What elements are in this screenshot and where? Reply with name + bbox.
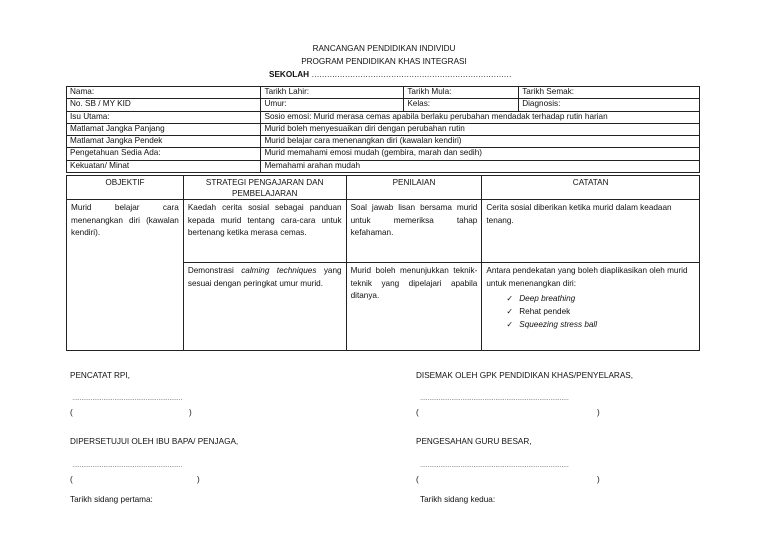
catatan-header: CATATAN bbox=[482, 176, 700, 200]
tarikh-mula-cell: Tarikh Mula: bbox=[404, 87, 519, 99]
signature-line: ……………………………………………………………………… bbox=[420, 463, 569, 469]
catatan-cell bbox=[482, 263, 700, 351]
close-paren: ) bbox=[597, 475, 600, 484]
strategi-text: Demonstrasi bbox=[187, 266, 234, 275]
signature-line: ……………………………………………………………………… bbox=[420, 396, 569, 402]
umur-cell: Umur: bbox=[261, 99, 404, 111]
pengesahan-label: PENGESAHAN GURU BESAR, bbox=[416, 437, 532, 446]
jangka-pendek-label: Matlamat Jangka Pendek bbox=[67, 136, 261, 148]
open-paren: ( bbox=[416, 475, 419, 484]
sekolah-line bbox=[269, 70, 511, 79]
close-paren: ) bbox=[197, 475, 200, 484]
jangka-pendek-value: Murid belajar cara menenangkan diri (kawalan kendiri) bbox=[261, 136, 700, 148]
tarikh-semak-cell: Tarikh Semak: bbox=[519, 87, 700, 99]
program-title: PROGRAM PENDIDIKAN KHAS INTEGRASI bbox=[301, 57, 467, 66]
kekuatan-label: Kekuatan/ Minat bbox=[67, 160, 261, 172]
sidang-kedua-label: Tarikh sidang kedua: bbox=[420, 495, 496, 504]
plan-header-row bbox=[67, 176, 700, 200]
penilaian-header: PENILAIAN bbox=[346, 176, 482, 200]
technique-list bbox=[506, 292, 695, 331]
info-row bbox=[67, 123, 700, 135]
tarikh-lahir-cell: Tarikh Lahir: bbox=[261, 87, 404, 99]
nama-cell: Nama: bbox=[67, 87, 261, 99]
document-title: RANCANGAN PENDIDIKAN INDIVIDU bbox=[312, 44, 456, 53]
strategi-cell: Kaedah cerita sosial sebagai panduan kepada murid tentang cara-cara untuk bertenang ketika merasa cemas. bbox=[183, 200, 346, 263]
sekolah-label: SEKOLAH bbox=[269, 70, 310, 79]
check-icon: ✓ bbox=[506, 320, 514, 329]
open-paren: ( bbox=[70, 475, 73, 484]
pengetahuan-label: Pengetahuan Sedia Ada: bbox=[67, 148, 261, 160]
close-paren: ) bbox=[597, 408, 600, 417]
check-icon: ✓ bbox=[506, 307, 514, 316]
list-item: ✓ Rehat pendek bbox=[506, 307, 571, 316]
no-sb-cell: No. SB / MY KID bbox=[67, 99, 261, 111]
penilaian-cell: Soal jawab lisan bersama murid untuk memeriksa tahap kefahaman. bbox=[346, 200, 482, 263]
strategi-text: yang sesuai dengan peringkat umur murid. bbox=[187, 266, 342, 288]
open-paren: ( bbox=[70, 408, 73, 417]
info-row bbox=[67, 160, 700, 172]
disemak-label: DISEMAK OLEH GPK PENDIDIKAN KHAS/PENYELARAS, bbox=[416, 371, 634, 380]
pencatat-label: PENCATAT RPI, bbox=[70, 371, 130, 380]
dipersetujui-label: DIPERSETUJUI OLEH IBU BAPA/ PENJAGA, bbox=[70, 437, 239, 446]
plan-table bbox=[66, 175, 700, 351]
catatan-text: Antara pendekatan yang boleh diaplikasikan oleh murid untuk menenangkan diri: bbox=[486, 266, 688, 288]
objektif-cell: Murid belajar cara menenangkan diri (kawalan kendiri). bbox=[67, 200, 184, 351]
info-row bbox=[67, 148, 700, 160]
strategi-header: STRATEGI PENGAJARAN DAN PEMBELAJARAN bbox=[183, 176, 346, 200]
open-paren: ( bbox=[416, 408, 419, 417]
strategi-italic: calming techniques bbox=[241, 266, 317, 275]
info-row bbox=[67, 111, 700, 123]
kelas-cell: Kelas: bbox=[404, 99, 519, 111]
info-row bbox=[67, 87, 700, 99]
list-item: ✓ Squeezing stress ball bbox=[506, 320, 598, 329]
signature-line: …………………………………………………… bbox=[72, 463, 182, 469]
kekuatan-value: Memahami arahan mudah bbox=[261, 160, 700, 172]
signature-line: …………………………………………………… bbox=[72, 396, 182, 402]
check-icon: ✓ bbox=[506, 294, 514, 303]
jangka-panjang-label: Matlamat Jangka Panjang bbox=[67, 123, 261, 135]
plan-row bbox=[67, 200, 700, 263]
jangka-panjang-value: Murid boleh menyesuaikan diri dengan perubahan rutin bbox=[261, 123, 700, 135]
close-paren: ) bbox=[189, 408, 192, 417]
info-row bbox=[67, 136, 700, 148]
list-item: ✓ Deep breathing bbox=[506, 294, 576, 303]
penilaian-cell: Murid boleh menunjukkan teknik-teknik yang dipelajari apabila ditanya. bbox=[346, 263, 482, 351]
strategi-cell bbox=[183, 263, 346, 351]
objektif-header: OBJEKTIF bbox=[67, 176, 184, 200]
info-row bbox=[67, 99, 700, 111]
diagnosis-cell: Diagnosis: bbox=[519, 99, 700, 111]
isu-utama-label: Isu Utama: bbox=[67, 111, 261, 123]
isu-utama-value: Sosio emosi: Murid merasa cemas apabila berlaku perubahan mendadak terhadap rutin harian bbox=[261, 111, 700, 123]
sekolah-dots: …………………………………………………………………… bbox=[311, 70, 512, 79]
sidang-pertama-label: Tarikh sidang pertama: bbox=[70, 495, 153, 504]
pengetahuan-value: Murid memahami emosi mudah (gembira, marah dan sedih) bbox=[261, 148, 700, 160]
student-info-table bbox=[66, 86, 700, 173]
catatan-cell: Cerita sosial diberikan ketika murid dalam keadaan tenang. bbox=[482, 200, 700, 263]
